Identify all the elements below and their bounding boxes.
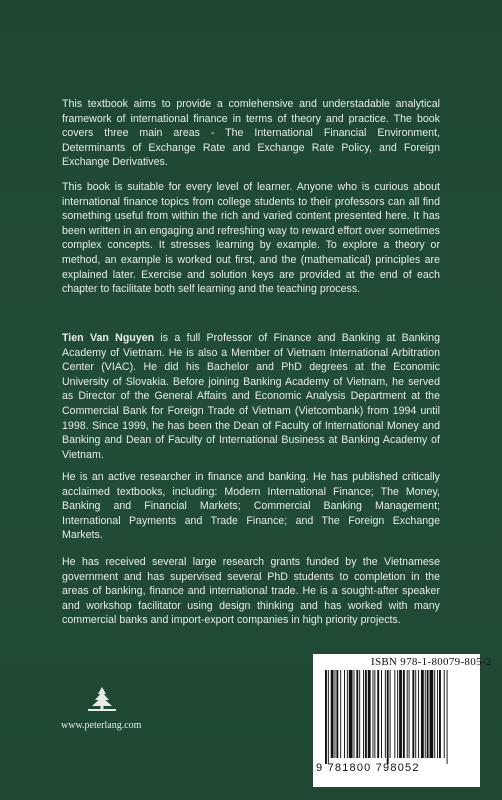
description-text-1: This textbook aims to provide a comlehensive and understadable analytical framework of international finance in terms of theory and practice. The book covers three main areas - The International Financial Environment, Determinants of Exchange Rate and Exchange Rate Policy, and Foreign Exchange Derivatives. — [62, 98, 440, 169]
barcode-bars — [325, 670, 471, 764]
publisher-website: www.peterlang.com — [61, 720, 142, 731]
author-name: Tien Van Nguyen — [62, 332, 155, 344]
author-bio-paragraph-1 — [62, 331, 440, 462]
description-text-2: This book is suitable for every level of learner. Anyone who is curious about international finance topics from college students to their professors can all find something useful from within the rich and varied content presented here. It has been written in an engaging and refreshing way to reward effort over sometimes complex concepts. It stresses learning by example. To explore a theory or method, an example is worked out first, and the (mathematical) principles are explained later. Exercise and solution keys are provided at the end of each chapter to facilitate both self learning and the teaching process. — [62, 181, 440, 296]
author-bio-text-3: He has received several large research grants funded by the Vietnamese government and has supervised several PhD students to completion in the areas of banking, finance and international trade. He is a sought-after speaker and workshop facilitator using design thinking and has worked with many commercial banks and import-export companies in high priority projects. — [62, 556, 440, 627]
description-paragraph-2 — [62, 180, 440, 297]
author-bio-paragraph-3 — [62, 555, 440, 628]
isbn-label: ISBN 978-1-80079-805-2 — [371, 656, 492, 668]
isbn-barcode — [313, 654, 492, 787]
author-bio-text-2: He is an active researcher in finance and banking. He has published critically acclaimed textbooks, including: Modern International Finance; The Money, Banking and Financial Markets; Commercial Banking Management; International Payments and Trade Finance; and The Foreign Exchange Markets. — [62, 471, 440, 542]
description-paragraph-1 — [62, 97, 440, 170]
peter-lang-tree-logo-icon — [84, 685, 120, 713]
author-bio-paragraph-2 — [62, 470, 440, 543]
barcode-digits: 9 781800 798052 — [316, 762, 420, 774]
author-bio-text-1 — [62, 331, 440, 462]
author-bio-1-rest: is a full Professor of Finance and Banking at Banking Academy of Vietnam. He is also a Member of Vietnam International Arbitration Center (VIAC). He did his Bachelor and PhD degrees at the Economic University of Slovakia. Before joining Banking Academy of Vietnam, he served as Director of the General Affairs and Economic Analysis Department at the Commercial Bank for Foreign Trade of Vietnam (Vietcombank) from 1994 until 1998. Since 1999, he has been the Dean of Faculty of International Money and Banking and Dean of Faculty of International Business at Banking Academy of Vietnam. — [62, 332, 441, 461]
